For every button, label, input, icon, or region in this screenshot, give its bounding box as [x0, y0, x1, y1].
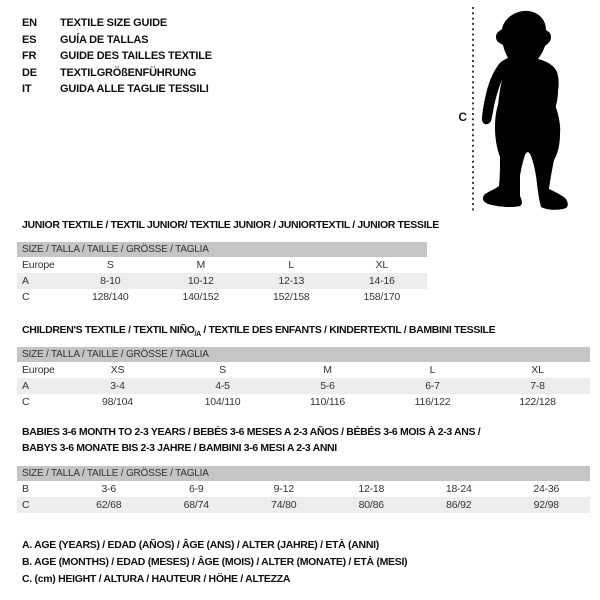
value-cell: 24-36 — [533, 483, 560, 495]
language-code: IT — [22, 83, 32, 95]
value-cell: L — [288, 259, 295, 271]
value-cell: 110/116 — [310, 396, 345, 408]
language-title: GUIDE DES TAILLES TEXTILE — [60, 50, 212, 62]
row-label-cell: Europe — [22, 364, 55, 376]
language-row — [22, 32, 212, 49]
row-label-cell: A — [17, 378, 65, 394]
table-row — [17, 289, 427, 305]
value-cell: 122/128 — [519, 396, 556, 408]
language-list — [22, 15, 212, 98]
note-age-months: B. AGE (MONTHS) / EDAD (MESES) / ÂGE (MOIS) / ALTER (MONATE) / ETÀ (MESI) — [22, 556, 408, 568]
value-cell: 12-13 — [246, 273, 337, 289]
babies-table-title — [22, 424, 480, 456]
language-title: GUÍA DE TALLAS — [60, 33, 149, 46]
note-age-years: A. AGE (YEARS) / EDAD (AÑOS) / ÂGE (ANS) / ALTER (JAHRE) / ETÀ (ANNI) — [22, 539, 379, 551]
value-cell: 116/122 — [414, 396, 451, 408]
junior-size-table — [17, 242, 427, 305]
row-label-cell: C — [17, 497, 65, 513]
note-height-cm: C. (cm) HEIGHT / ALTURA / HAUTEUR / HÖHE / ALTEZZA — [22, 573, 291, 585]
children-title-sub: /A — [194, 331, 201, 339]
babies-title-line2: BABYS 3-6 MONATE BIS 2-3 JAHRE / BAMBINI 3-6 MESI A 2-3 ANNI — [22, 442, 337, 454]
size-header-row — [17, 242, 427, 257]
value-cell: 12-18 — [358, 483, 385, 495]
value-cell: 62/68 — [65, 497, 153, 513]
row-label-cell: B — [22, 483, 29, 495]
value-cell: 8-10 — [65, 273, 156, 289]
table-row — [17, 497, 590, 513]
size-figure — [440, 0, 600, 215]
value-cell: M — [323, 364, 332, 376]
value-cell: 6-9 — [188, 483, 204, 495]
language-row — [22, 65, 212, 82]
value-cell: 140/152 — [182, 291, 220, 303]
value-cell: 6-7 — [380, 378, 485, 394]
value-cell: 152/158 — [272, 291, 310, 303]
row-label-cell: C — [22, 396, 30, 408]
value-cell: 158/170 — [363, 291, 401, 303]
language-row — [22, 15, 212, 32]
value-cell: 4-5 — [170, 378, 275, 394]
value-cell: 80/86 — [328, 497, 416, 513]
value-cell: 68/74 — [153, 497, 241, 513]
language-row — [22, 48, 212, 65]
legend-notes — [22, 537, 407, 588]
table-row — [17, 378, 590, 394]
value-cell: 3-4 — [65, 378, 170, 394]
value-cell: 10-12 — [156, 273, 247, 289]
row-label-cell: C — [22, 291, 30, 303]
value-cell: 98/104 — [102, 396, 133, 408]
value-cell: XL — [531, 364, 544, 376]
size-header-row — [17, 347, 590, 362]
value-cell: 18-24 — [445, 483, 472, 495]
language-title: GUIDA ALLE TAGLIE TESSILI — [60, 83, 209, 95]
baby-silhouette — [482, 11, 568, 210]
size-header-band: SIZE / TALLA / TAILLE / GRÖSSE / TAGLIA — [17, 347, 590, 362]
children-title-pre: CHILDREN'S TEXTILE / TEXTIL NIÑO — [22, 324, 195, 336]
language-row — [22, 81, 212, 98]
value-cell: S — [219, 364, 226, 376]
value-cell: M — [196, 259, 206, 271]
value-cell: XL — [375, 259, 388, 271]
language-code: DE — [22, 66, 37, 79]
value-cell: 3-6 — [101, 483, 117, 495]
value-cell: 74/80 — [240, 497, 328, 513]
value-cell: 86/92 — [415, 497, 503, 513]
value-cell: 14-16 — [337, 273, 428, 289]
table-row — [17, 394, 590, 410]
language-title: TEXTILE SIZE GUIDE — [60, 17, 168, 29]
value-cell: 92/98 — [503, 497, 591, 513]
row-label-cell: A — [17, 273, 65, 289]
children-table-title — [22, 322, 495, 343]
language-code: FR — [22, 50, 37, 62]
size-header-band: SIZE / TALLA / TAILLE / GRÖSSE / TAGLIA — [17, 242, 427, 257]
size-header-row — [17, 466, 590, 481]
junior-table-title: JUNIOR TEXTILE / TEXTIL JUNIOR/ TEXTILE JUNIOR / JUNIORTEXTIL / JUNIOR TESSILE — [22, 219, 439, 231]
table-row — [17, 273, 427, 289]
babies-title-line1: BABIES 3-6 MONTH TO 2-3 YEARS / BEBÉS 3-6 MESES A 2-3 AÑOS / BÉBÉS 3-6 MOIS À 2-3 ANS / — [22, 426, 481, 438]
value-cell: L — [429, 364, 436, 376]
table-row — [17, 362, 590, 378]
value-cell: XS — [110, 364, 125, 376]
height-label-c: C — [458, 110, 467, 124]
value-cell: 104/110 — [204, 396, 241, 408]
children-title-post: / TEXTILE DES ENFANTS / KINDERTEXTIL / BAMBINI TESSILE — [200, 324, 496, 336]
value-cell: 9-12 — [273, 483, 294, 495]
children-size-table — [17, 347, 590, 410]
value-cell: 7-8 — [485, 378, 590, 394]
table-row — [17, 257, 427, 273]
value-cell: S — [106, 259, 114, 271]
table-row — [17, 481, 590, 497]
row-label-cell: Europe — [22, 259, 55, 271]
value-cell: 128/140 — [91, 291, 129, 303]
size-header-band: SIZE / TALLA / TAILLE / GRÖSSE / TAGLIA — [17, 466, 590, 481]
language-code: EN — [22, 17, 37, 29]
value-cell: 5-6 — [275, 378, 380, 394]
babies-size-table — [17, 466, 590, 513]
language-title: TEXTILGRÖßENFÜHRUNG — [60, 66, 197, 79]
language-code: ES — [22, 33, 37, 46]
